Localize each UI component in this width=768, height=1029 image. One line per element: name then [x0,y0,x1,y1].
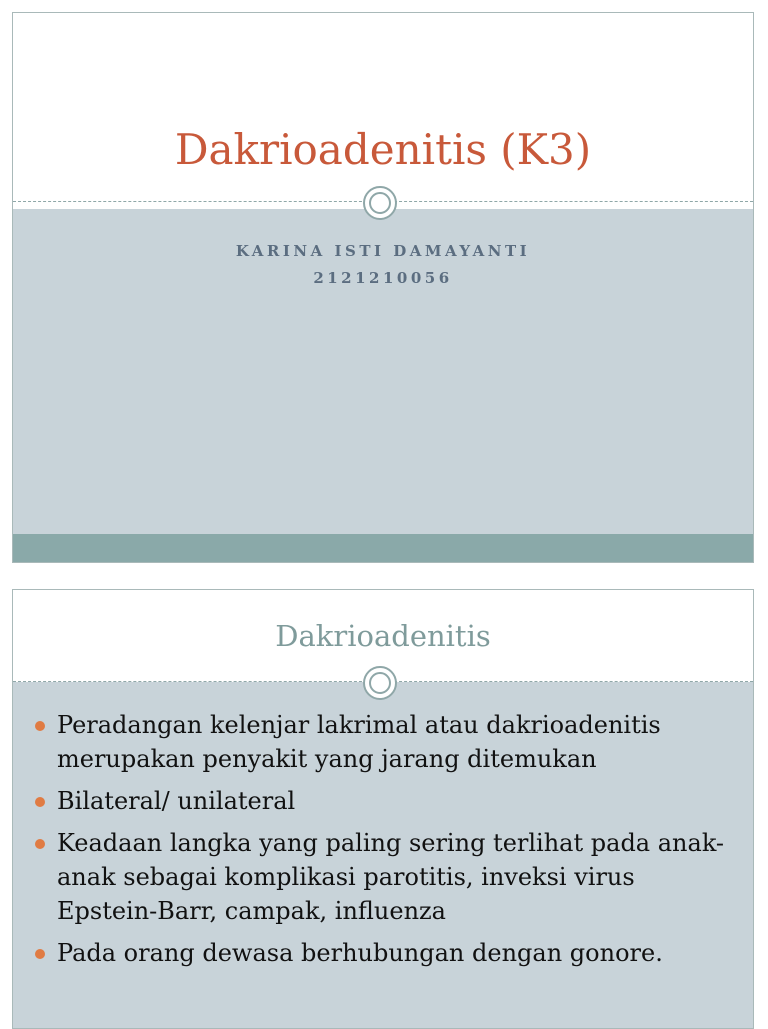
content-slide [12,589,754,1029]
ring-ornament-icon [363,186,397,220]
footer-band [13,534,753,562]
ring-ornament-icon [363,666,397,700]
title-slide [12,12,754,563]
bullet-item: Peradangan kelenjar lakrimal atau dakrioadenitis merupakan penyakit yang jarang ditemukan [35,708,735,776]
author-name: KARINA ISTI DAMAYANTI [235,242,531,260]
bullet-item: Bilateral/ unilateral [35,784,735,818]
title-area [13,13,753,209]
bullet-list [35,708,735,978]
student-id: 2121210056 [313,269,453,287]
bullet-item: Pada orang dewasa berhubungan dengan gonore. [35,936,735,970]
presentation-title: Dakrioadenitis (K3) [174,125,592,174]
slide-title: Dakrioadenitis [275,619,491,653]
bullet-item: Keadaan langka yang paling sering terlihat pada anak-anak sebagai komplikasi parotitis, inveksi virus Epstein-Barr, campak, influenza [35,826,735,928]
